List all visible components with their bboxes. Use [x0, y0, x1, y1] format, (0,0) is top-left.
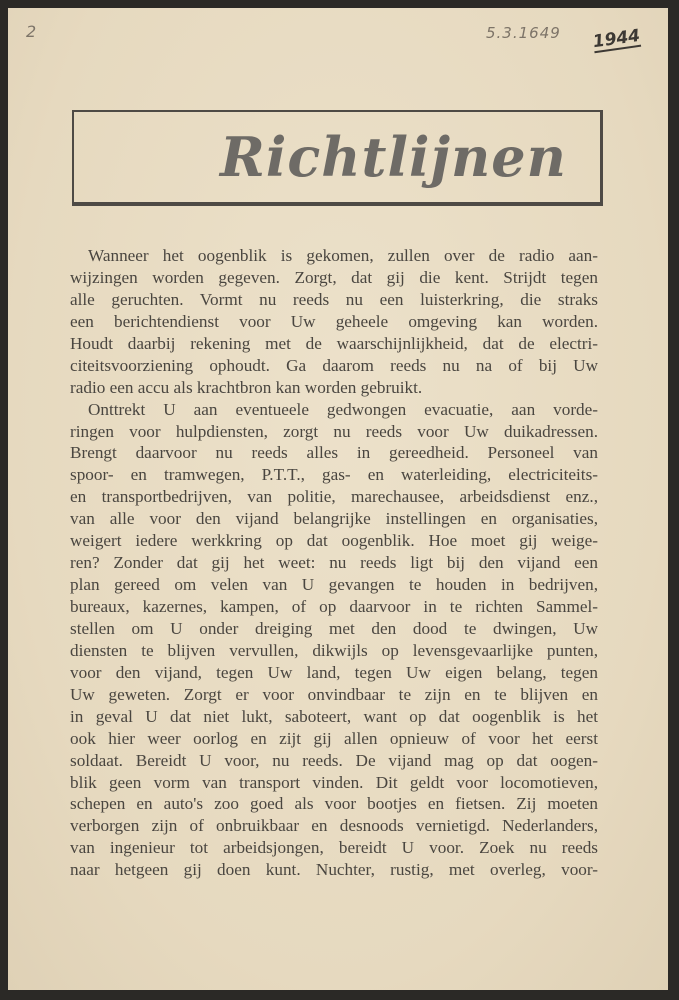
- text-line: ren? Zonder dat gij het weet: nu reeds ligt bij den vijand een: [70, 553, 598, 573]
- handwritten-year: 1944: [591, 25, 642, 53]
- text-line: Houdt daarbij rekening met de waarschijnlijkheid, dat de electri-: [70, 333, 598, 353]
- text-line: naar hetgeen gij doen kunt. Nuchter, rustig, met overleg, voor-: [70, 860, 598, 880]
- document-page: [8, 8, 668, 990]
- text-line: Uw geweten. Zorgt er voor onvindbaar te zijn en te blijven en: [70, 684, 598, 704]
- text-line: verborgen zijn of onbruikbaar en desnoods vernietigd. Nederlanders,: [70, 816, 598, 836]
- text-line: ook hier weer oorlog en zijt gij allen opnieuw of voor het eerst: [70, 728, 598, 748]
- text-line: Wanneer het oogenblik is gekomen, zullen over de radio aan-: [88, 246, 598, 265]
- text-line: plan gereed om velen van U gevangen te houden in bedrijven,: [70, 575, 598, 595]
- text-line: stellen om U onder dreiging met den dood te dwingen, Uw: [70, 618, 598, 638]
- text-line: wijzingen worden gegeven. Zorgt, dat gij die kent. Strijdt tegen: [70, 267, 598, 287]
- text-line: en transportbedrijven, van politie, marechausee, arbeidsdienst enz.,: [70, 487, 598, 507]
- text-line: citeitsvoorziening ophoudt. Ga daarom reeds nu na of bij Uw: [70, 355, 598, 375]
- text-line: blik geen vorm van transport vinden. Dit geldt voor locomotieven,: [70, 772, 598, 792]
- text-line: schepen en auto's zoo goed als voor bootjes en fietsen. Zij moeten: [70, 794, 598, 814]
- text-line: Brengt daarvoor nu reeds alles in gereedheid. Personeel van: [70, 443, 598, 463]
- text-line: ringen voor hulpdiensten, zorgt nu reeds voor Uw duikadressen.: [70, 421, 598, 441]
- text-line: alle geruchten. Vormt nu reeds nu een luisterkring, die straks: [70, 289, 598, 309]
- handwritten-page-number: 2: [26, 22, 37, 41]
- body-text: [70, 245, 598, 881]
- text-line: weigert iedere werkkring op dat oogenblik. Hoe moet gij weige-: [70, 531, 598, 551]
- page-title: Richtlijnen: [220, 125, 567, 189]
- text-line: bureaux, kazernes, kampen, of op daarvoor in te richten Sammel-: [70, 597, 598, 616]
- text-line: Onttrekt U aan eventueele gedwongen evacuatie, aan vorde-: [88, 399, 598, 419]
- text-line: voor den vijand, tegen Uw land, tegen Uw eigen belang, tegen: [70, 662, 598, 682]
- text-line: radio een accu als krachtbron kan worden gebruikt.: [70, 377, 423, 397]
- text-line: spoor- en tramwegen, P.T.T., gas- en waterleiding, electriciteits-: [70, 465, 598, 485]
- text-line: diensten te blijven vervullen, dikwijls op levensgevaarlijke punten,: [70, 640, 598, 660]
- text-line: soldaat. Bereidt U voor, nu reeds. De vijand mag op dat oogen-: [70, 750, 598, 770]
- text-line: van alle voor den vijand belangrijke instellingen en organisaties,: [70, 509, 598, 529]
- handwritten-reference: 5.3.1649: [486, 24, 561, 42]
- text-line: in geval U dat niet lukt, saboteert, want op dat oogenblik is het: [70, 706, 598, 726]
- text-line: van ingenieur tot arbeidsjongen, bereidt U voor. Zoek nu reeds: [70, 838, 598, 858]
- text-line: een berichtendienst voor Uw geheele omgeving kan worden.: [70, 311, 598, 331]
- title-box: [72, 110, 603, 206]
